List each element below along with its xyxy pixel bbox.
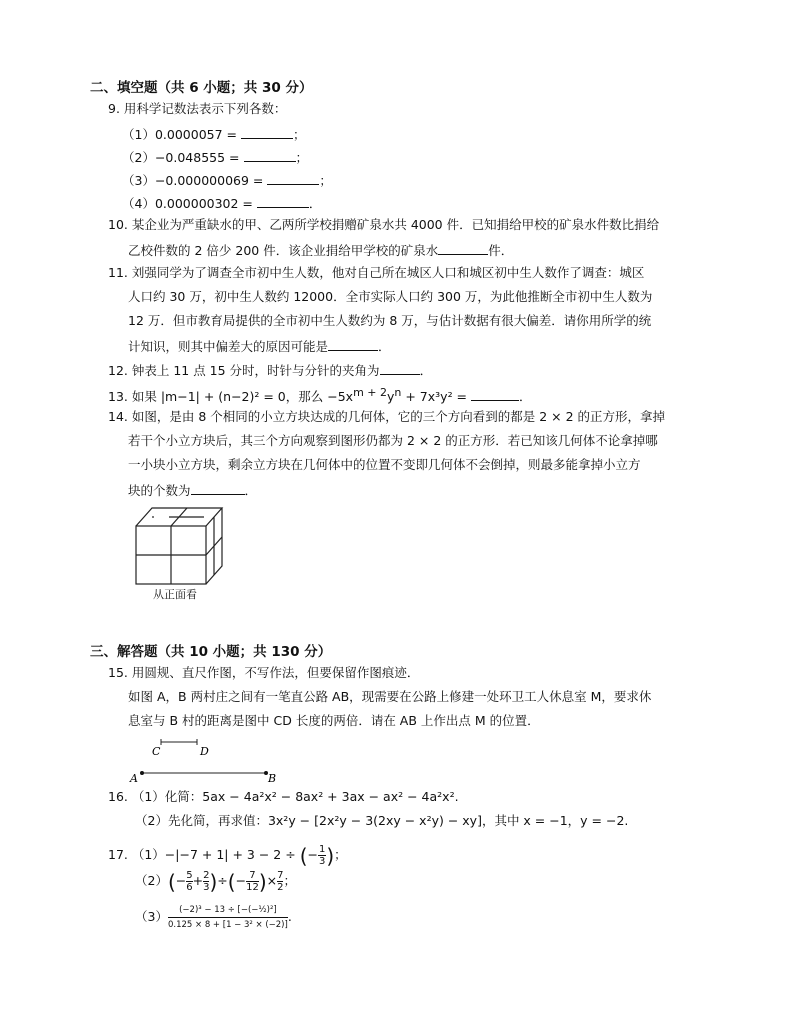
section-3-title: 三、解答题（共 10 小题；共 130 分） — [90, 644, 332, 660]
answer-blank[interactable] — [241, 127, 293, 139]
answer-blank[interactable] — [257, 196, 309, 208]
section-2-title: 二、填空题（共 6 小题；共 30 分） — [90, 80, 313, 96]
answer-blank[interactable] — [191, 483, 245, 495]
q12: 12. 钟表上 11 点 15 分时，时针与分针的夹角为 ． — [108, 363, 433, 378]
q9-item-2: （2）−0.048555 = ； — [122, 150, 309, 165]
q11-line-2: 人口约 30 万，初中生人数约 12000．全市实际人口约 300 万，为此他推断全市初中生人数为 — [128, 289, 653, 304]
q15-line-1: 15. 用圆规、直尺作图，不写作法，但要保留作图痕迹． — [108, 665, 420, 680]
q14-line-2: 若干个小立方块后，其三个方向观察到图形仍都为 2 × 2 的正方形．若已知该几何体不论拿掉哪 — [128, 433, 658, 448]
segment-figure — [128, 735, 288, 785]
q17-part-1: 17. （1）−|−7 + 1| + 3 − 2 ÷ (− $\frac{1}{3}$ )； — [108, 843, 347, 868]
answer-blank[interactable] — [471, 389, 519, 401]
q15-line-3: 息室与 B 村的距离是图中 CD 长度的两倍．请在 AB 上作出点 M 的位置． — [128, 713, 540, 728]
q13: 13. 如果 |m−1| + (n−2)² = 0，那么 $-5x^{m + 2}y^n + 7x^3y^2$ = ． — [108, 386, 532, 405]
answer-blank[interactable] — [380, 363, 420, 375]
q11-line-3: 12 万．但市教育局提供的全市初中生人数约为 8 万，与估计数据有很大偏差．请你用所学的统 — [128, 313, 652, 328]
q17-part-3: （3） $\frac{\text{(−2)³ − 13 ÷ [−(−½)²]}}{\text{0.125 × 8 + [1 − 3² × (−2)]}}$ . — [135, 905, 292, 930]
q9-item-4: （4）0.000000302 = ． — [122, 196, 322, 211]
cube-caption: 从正面看 — [153, 588, 197, 601]
label-d: D — [200, 745, 209, 758]
answer-blank[interactable] — [438, 243, 488, 255]
q9-item-3: （3）−0.000000069 = ； — [122, 173, 332, 188]
q11-line-4: 计知识，则其中偏差大的原因可能是 ． — [128, 339, 391, 354]
label-c: C — [152, 745, 161, 758]
q9-stem: 9. 用科学记数法表示下列各数： — [108, 101, 287, 116]
q10-line-2: 乙校件数的 2 倍少 200 件．该企业捐给甲学校的矿泉水 件． — [128, 243, 514, 258]
q14-line-1: 14. 如图，是由 8 个相同的小立方块达成的几何体，它的三个方向看到的都是 2 × 2 的正方形，拿掉 — [108, 409, 666, 424]
q16-line-2: （2）先化简，再求值：3x²y − [2x²y − 3(2xy − x²y) − xy]，其中 x = −1，y = −2. — [135, 813, 629, 828]
q15-line-2: 如图 A，B 两村庄之间有一笔直公路 AB，现需要在公路上修建一处环卫工人休息室 M，要求休 — [128, 689, 652, 704]
answer-blank[interactable] — [328, 339, 378, 351]
q9-item-1: （1）0.0000057 = ； — [122, 127, 306, 142]
q14-line-4: 块的个数为 ． — [128, 483, 258, 498]
q10-line-1: 10. 某企业为严重缺水的甲、乙两所学校捐赠矿泉水共 4000 件．已知捐给甲校的矿泉水件数比捐给 — [108, 217, 660, 232]
cube-figure — [130, 500, 230, 590]
label-b: B — [268, 772, 277, 785]
q11-line-1: 11. 刘强同学为了调查全市初中生人数，他对自己所在城区人口和城区初中生人数作了调查：城区 — [108, 265, 645, 280]
answer-blank[interactable] — [267, 173, 319, 185]
answer-blank[interactable] — [244, 150, 296, 162]
q14-line-3: 一小块小立方块，剩余立方块在几何体中的位置不变即几何体不会倒掉，则最多能拿掉小立方 — [128, 457, 641, 472]
q17-part-2: （2）(− $\frac{5}{6}$ + $\frac{2}{3}$ )÷(− $\frac{7}{12}$ )× $\frac{7}{2}$ ； — [135, 869, 296, 894]
q16-line-1: 16. （1）化简：5ax − 4a²x² − 8ax² + 3ax − ax² − 4a²x². — [108, 789, 459, 804]
label-a: A — [130, 772, 138, 785]
